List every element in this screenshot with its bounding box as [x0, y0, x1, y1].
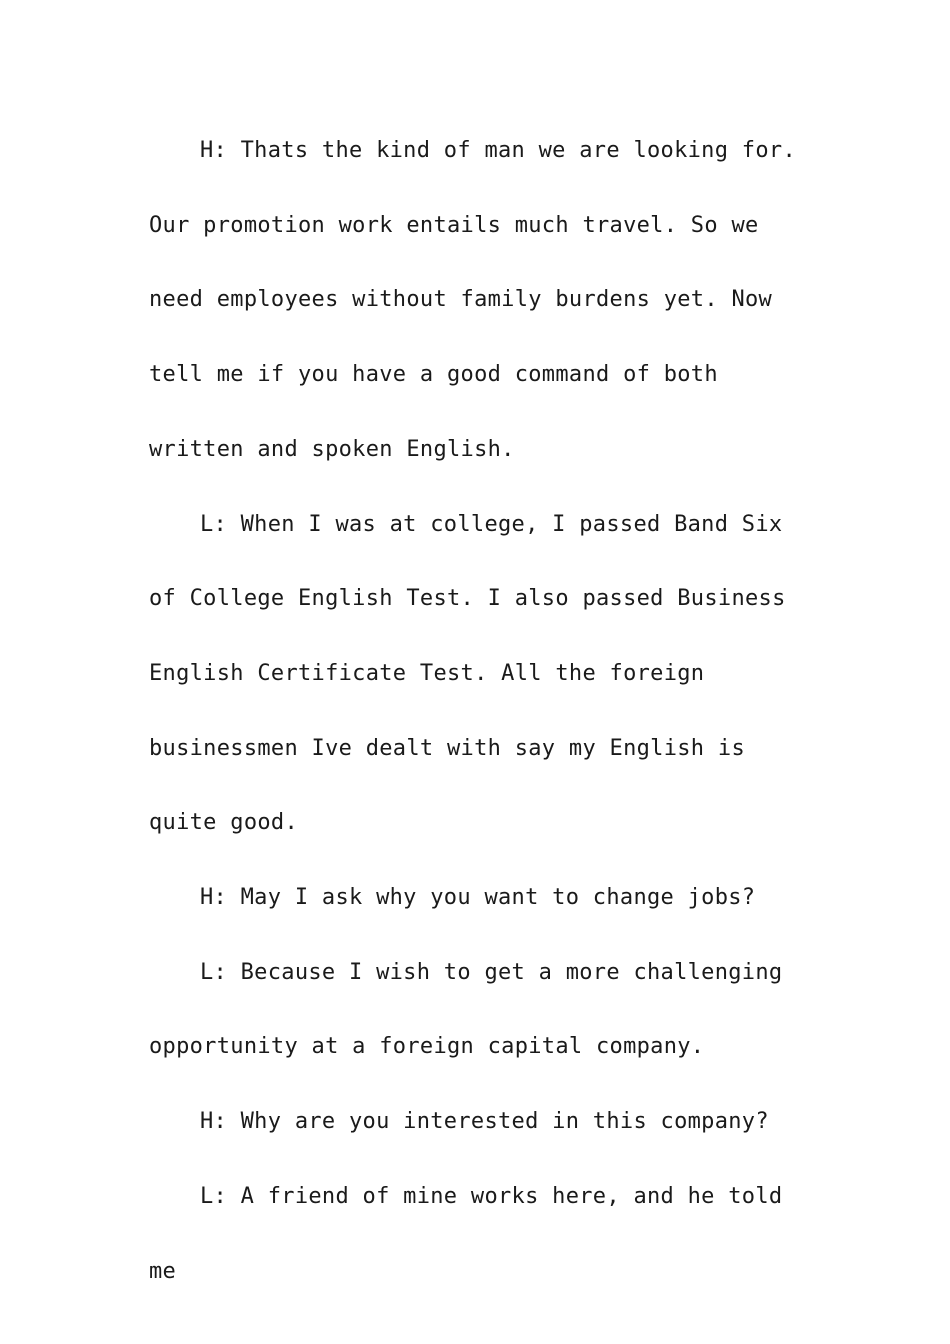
dialogue-paragraph-l-challenging: L: Because I wish to get a more challenging opportunity at a foreign capital company.: [149, 959, 783, 1060]
document-body: [149, 114, 809, 1309]
dialogue-paragraph-l-english: L: When I was at college, I passed Band Six of College English Test. I also passed Business English Certificate Test. All the foreign businessmen Ive dealt with say my English is quite good.: [149, 511, 786, 836]
dialogue-paragraph-h-interest: H: Why are you interested in this company?: [200, 1109, 769, 1135]
dialogue-paragraph-h-promotion: H: Thats the kind of man we are looking for. Our promotion work entails much travel. So we need employees without family burdens yet. Now tell me if you have a good command of both written and spoken English.: [149, 138, 796, 462]
dialogue-paragraph-l-friend: L: A friend of mine works here, and he told me: [149, 1183, 783, 1284]
dialogue-paragraph-h-change-jobs: H: May I ask why you want to change jobs?: [200, 885, 756, 911]
